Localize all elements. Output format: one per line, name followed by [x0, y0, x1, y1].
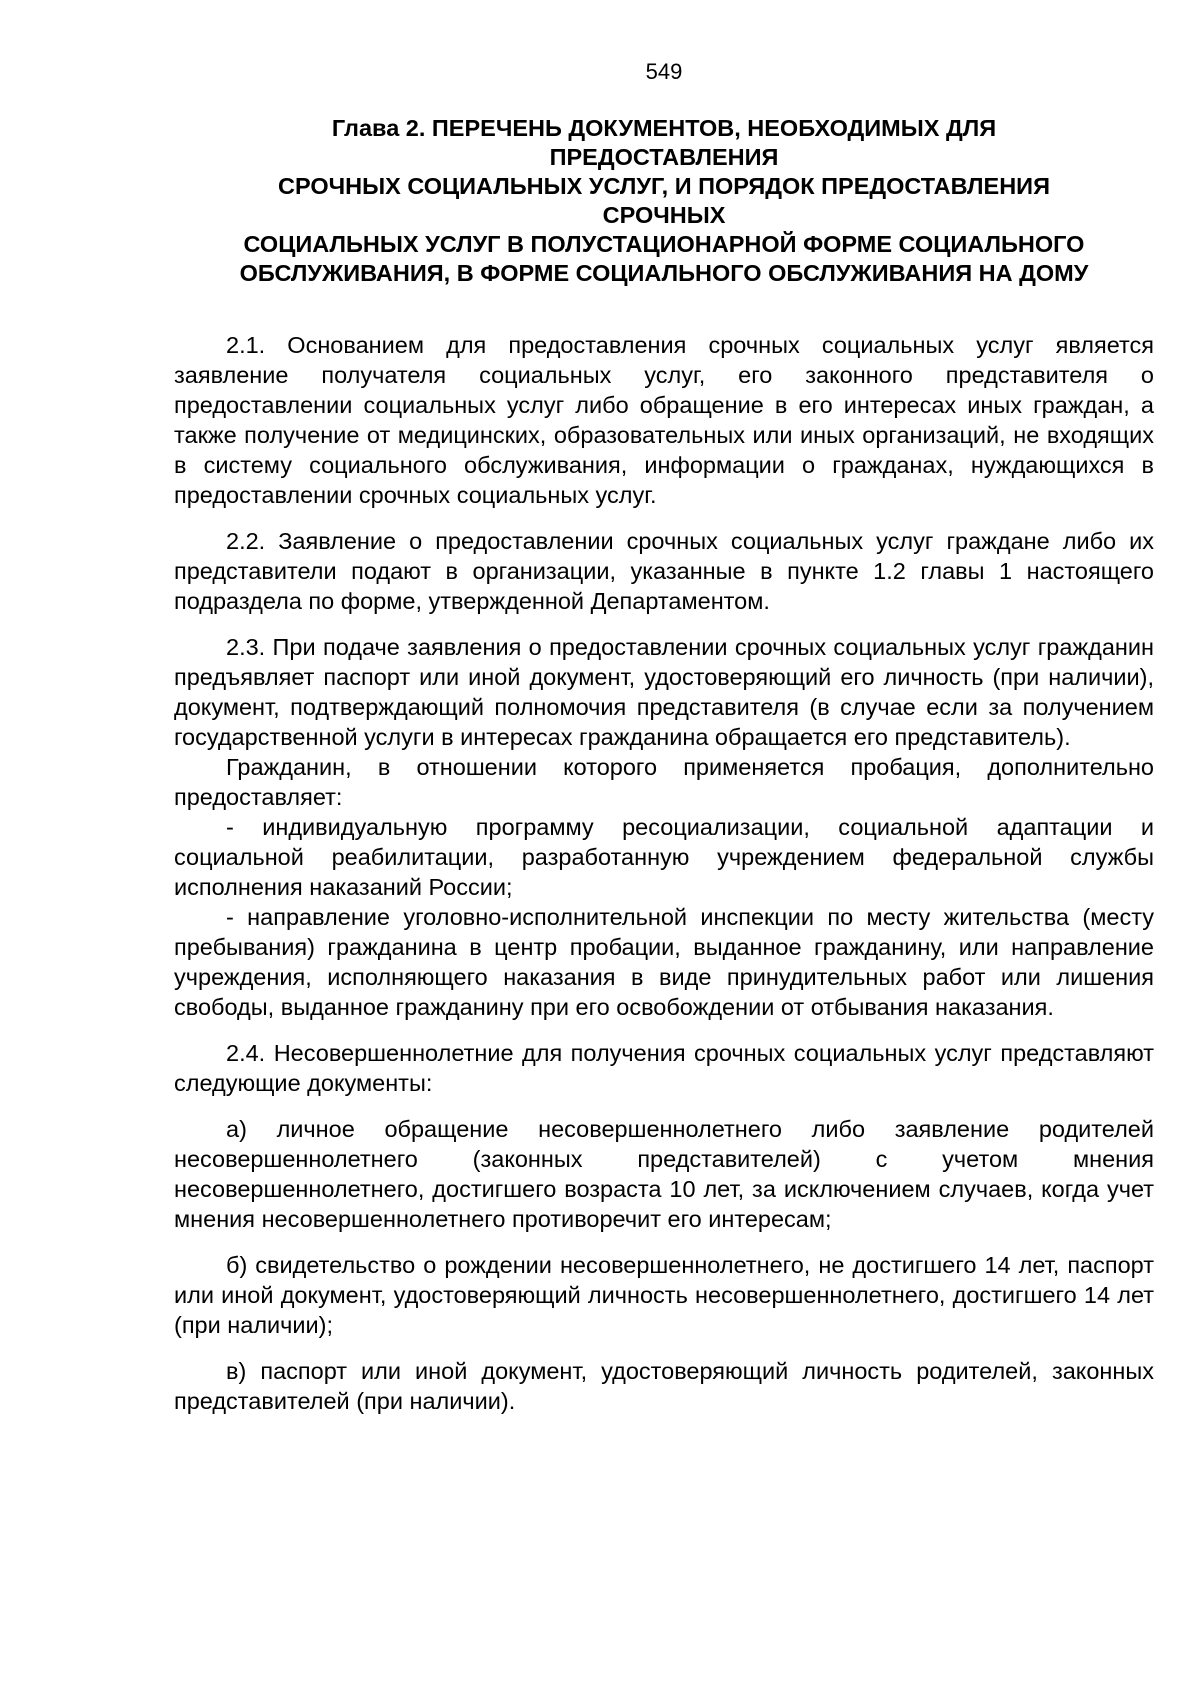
list-item: - направление уголовно-исполнительной инспекции по месту жительства (месту пребывания) гражданина в центр пробации, выданное гражданину, или направление учреждения, исполняющего наказания в виде принудительных работ или лишения свободы, выданное гражданину при его освобождении от отбывания наказания. — [174, 904, 1154, 1020]
paragraph-2-4-b: б) свидетельство о рождении несовершеннолетнего, не достигшего 14 лет, паспорт или иной документ, удостоверяющий личность несовершеннолетнего, достигшего 14 лет (при наличии); — [174, 1252, 1154, 1338]
chapter-title-line: Глава 2. ПЕРЕЧЕНЬ ДОКУМЕНТОВ, НЕОБХОДИМЫХ ДЛЯ — [331, 115, 997, 141]
paragraph-2-3: 2.3. При подаче заявления о предоставлении срочных социальных услуг гражданин предъявляет паспорт или иной документ, удостоверяющий его личность (при наличии), документ, подтверждающий полномочия представителя (в случае если за получением государственной услуги в интересах гражданина обращается его представитель). — [174, 634, 1154, 750]
paragraph-2-4-c: в) паспорт или иной документ, удостоверяющий личность родителей, законных представителей (при наличии). — [174, 1358, 1154, 1414]
paragraph-2-2: 2.2. Заявление о предоставлении срочных социальных услуг граждане либо их представители подают в организации, указанные в пункте 1.2 главы 1 настоящего подраздела по форме, утвержденной Департаментом. — [174, 528, 1154, 614]
paragraph-2-4-a: а) личное обращение несовершеннолетнего либо заявление родителей несовершеннолетнего (законных представителей) с учетом мнения несовершеннолетнего, достигшего возраста 10 лет, за исключением случаев, когда учет мнения несовершеннолетнего противоречит его интересам; — [174, 1116, 1154, 1232]
list-item: - индивидуальную программу ресоциализации, социальной адаптации и социальной реабилитации, разработанную учреждением федеральной службы исполнения наказаний России; — [174, 814, 1154, 900]
paragraph-2-1: 2.1. Основанием для предоставления срочных социальных услуг является заявление получателя социальных услуг, его законного представителя о предоставлении социальных услуг либо обращение в его интересах иных граждан, а также получение от медицинских, образовательных или иных организаций, не входящих в систему социального обслуживания, информации о гражданах, нуждающихся в предоставлении срочных социальных услуг. — [174, 332, 1154, 508]
paragraph-2-3-probation: Гражданин, в отношении которого применяется пробация, дополнительно предоставляет: — [174, 754, 1154, 810]
chapter-title-line: ПРЕДОСТАВЛЕНИЯ — [549, 144, 779, 170]
page-number: 549 — [645, 59, 683, 84]
chapter-title-line: СРОЧНЫХ СОЦИАЛЬНЫХ УСЛУГ, И ПОРЯДОК ПРЕДОСТАВЛЕНИЯ — [278, 173, 1050, 199]
chapter-title-line: СРОЧНЫХ — [602, 202, 726, 228]
chapter-title-line: СОЦИАЛЬНЫХ УСЛУГ В ПОЛУСТАЦИОНАРНОЙ ФОРМЕ СОЦИАЛЬНОГО — [243, 231, 1085, 257]
chapter-title — [164, 114, 1164, 288]
paragraph-2-4: 2.4. Несовершеннолетние для получения срочных социальных услуг представляют следующие документы: — [174, 1040, 1154, 1096]
document-body — [174, 330, 1154, 1416]
chapter-title-line: ОБСЛУЖИВАНИЯ, В ФОРМЕ СОЦИАЛЬНОГО ОБСЛУЖИВАНИЯ НА ДОМУ — [239, 260, 1089, 286]
